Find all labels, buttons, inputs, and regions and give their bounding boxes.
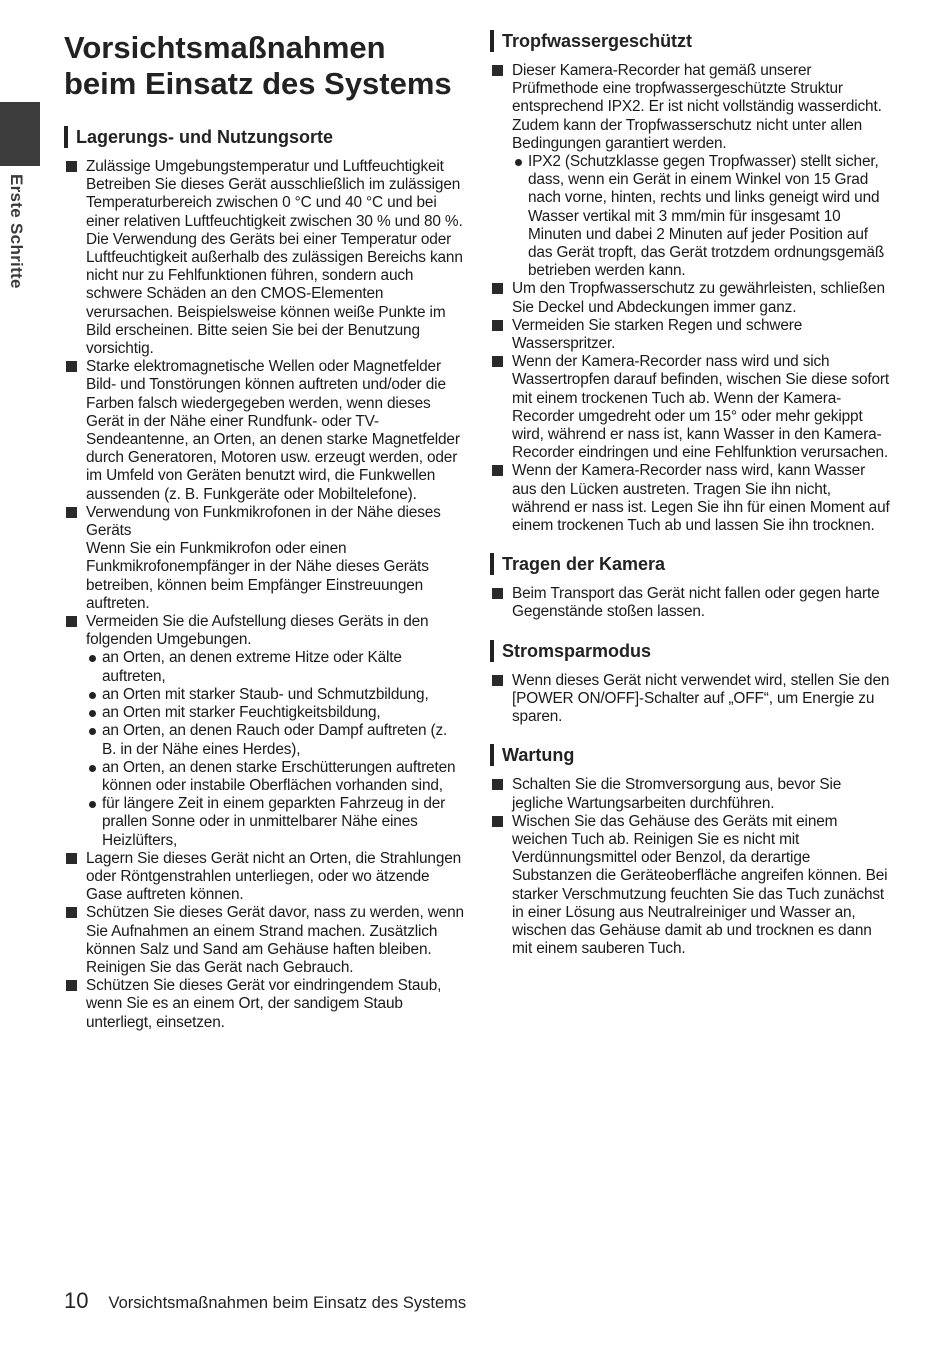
item-list <box>64 158 464 1032</box>
chapter-tab-marker <box>0 102 40 166</box>
section <box>490 744 890 958</box>
section-heading: Stromsparmodus <box>490 640 890 662</box>
item-heading: Verwendung von Funkmikrofonen in der Nähe dieses Geräts <box>86 503 441 540</box>
left-column <box>64 30 464 1032</box>
bullet-item: an Orten, an denen starke Erschütterungen auftreten können oder instabile Oberflächen vorhanden sind, <box>86 759 464 795</box>
page-number: 10 <box>64 1288 89 1313</box>
item-heading: Vermeiden Sie starken Regen und schwere Wasserspritzer. <box>512 316 803 353</box>
list-item <box>490 776 890 812</box>
list-item <box>64 904 464 977</box>
list-item <box>490 280 890 316</box>
list-item <box>64 613 464 850</box>
item-body: Betreiben Sie dieses Gerät ausschließlich im zulässigen Temperaturbereich zwischen 0 °C und 40 °C und bei einer relativen Luftfeuchtigkeit zwischen 30 % und 80 %. Die Verwendung des Geräts bei einer Temperatur oder Luftfeuchtigkeit außerhalb des zulässigen Bereichs kann nicht nur zu Fehlfunktionen führen, sondern auch schwere Schäden an den CMOS-Elementen verursachen. Beispielsweise können weiße Punkte im Bild erscheinen. Bitte seien Sie bei der Benutzung vorsichtig. <box>86 176 463 358</box>
item-heading: Wenn der Kamera-Recorder nass wird und sich Wassertropfen darauf befinden, wischen Sie diese sofort mit einem trockenen Tuch ab. Wenn der Kamera-Recorder umgedreht oder um 15° oder mehr gekippt wird, während er nass ist, kann Wasser in den Kamera-Recorder eindringen und eine Fehlfunktion verursachen. <box>512 353 890 462</box>
item-list <box>490 776 890 958</box>
item-heading: Schützen Sie dieses Gerät davor, nass zu werden, wenn Sie Aufnahmen an einem Strand machen. Zusätzlich können Salz und Sand am Gehäuse haften bleiben. Reinigen Sie das Gerät nach Gebrauch. <box>86 904 464 976</box>
bullet-item: für längere Zeit in einem geparkten Fahrzeug in der prallen Sonne oder in unmittelbarer Nähe eines Heizlüfters, <box>86 795 464 850</box>
section <box>64 126 464 1032</box>
left-sections <box>64 126 464 1032</box>
list-item <box>490 813 890 959</box>
page-footer <box>64 1288 466 1314</box>
right-sections <box>490 30 890 958</box>
bullet-item: an Orten mit starker Feuchtigkeitsbildung, <box>86 704 464 722</box>
item-heading: Wenn dieses Gerät nicht verwendet wird, stellen Sie den [POWER ON/OFF]-Schalter auf „OFF“, um Energie zu sparen. <box>512 671 890 726</box>
list-item <box>64 358 464 504</box>
bullet-list <box>86 649 464 849</box>
footer-title: Vorsichtsmaßnahmen beim Einsatz des Systems <box>108 1294 467 1312</box>
item-heading: Dieser Kamera-Recorder hat gemäß unserer Prüfmethode eine tropfwassergeschützte Struktur entsprechend IPX2. Er ist nicht vollständig wasserdicht. Zudem kann der Tropfwasserschutz nicht unter allen Bedingungen garantiert werden. <box>512 62 882 152</box>
item-list <box>490 585 890 621</box>
item-heading: Wischen Sie das Gehäuse des Geräts mit einem weichen Tuch ab. Reinigen Sie es nicht mit Verdünnungsmittel oder Benzol, da derartige Substanzen die Geräteoberfläche angreifen können. Bei starker Verschmutzung feuchten Sie das Tuch zunächst in einer Lösung aus Neutralreiniger und Wasser an, wischen das Gehäuse damit ab und trocknen es dann mit einem sauberen Tuch. <box>512 812 888 958</box>
item-heading: Beim Transport das Gerät nicht fallen oder gegen harte Gegenstände stoßen lassen. <box>512 585 880 621</box>
right-column <box>490 30 890 958</box>
item-heading: Schalten Sie die Stromversorgung aus, bevor Sie jegliche Wartungsarbeiten durchführen. <box>512 776 842 812</box>
bullet-item: an Orten, an denen extreme Hitze oder Kälte auftreten, <box>86 649 464 685</box>
bullet-item: an Orten, an denen Rauch oder Dampf auftreten (z. B. in der Nähe eines Herdes), <box>86 722 464 758</box>
list-item <box>490 317 890 353</box>
list-item <box>490 672 890 727</box>
list-item <box>490 585 890 621</box>
section-heading: Lagerungs- und Nutzungsorte <box>64 126 464 148</box>
item-heading: Wenn der Kamera-Recorder nass wird, kann Wasser aus den Lücken austreten. Tragen Sie ihn nicht, während er nass ist. Legen Sie ihn für einen Moment auf einem trockenen Tuch ab und lassen Sie ihn trocknen. <box>512 462 890 535</box>
list-item <box>64 158 464 358</box>
item-heading: Um den Tropfwasserschutz zu gewährleisten, schließen Sie Deckel und Abdeckungen immer ganz. <box>512 280 885 316</box>
bullet-item: an Orten mit starker Staub- und Schmutzbildung, <box>86 686 464 704</box>
item-body: Bild- und Tonstörungen können auftreten und/oder die Farben falsch wiedergegeben werden, wenn dieses Gerät in der Nähe einer Rundfunk- oder TV-Sendeantenne, an Orten, an denen starke Magnetfelder durch Generatoren, Motoren usw. erzeugt werden, oder im Umfeld von Geräten benutzt wird, die Funkwellen aussenden (z. B. Funkgeräte oder Mobiltelefone). <box>86 376 460 503</box>
list-item <box>490 462 890 535</box>
list-item <box>64 850 464 905</box>
item-heading: Vermeiden Sie die Aufstellung dieses Geräts in den folgenden Umgebungen. <box>86 613 429 649</box>
item-body: Wenn Sie ein Funkmikrofon oder einen Funkmikrofonempfänger in der Nähe dieses Geräts betreiben, können beim Empfänger Einstreuungen auftreten. <box>86 540 429 612</box>
chapter-tab-label: Erste Schritte <box>7 174 26 289</box>
list-item <box>490 62 890 280</box>
item-heading: Zulässige Umgebungstemperatur und Luftfeuchtigkeit <box>86 158 444 175</box>
list-item <box>490 353 890 462</box>
item-list <box>490 672 890 727</box>
section <box>490 30 890 535</box>
list-item <box>64 504 464 613</box>
item-heading: Lagern Sie dieses Gerät nicht an Orten, die Strahlungen oder Röntgenstrahlen unterliegen, oder wo ätzende Gase auftreten können. <box>86 849 462 904</box>
bullet-item: IPX2 (Schutzklasse gegen Tropfwasser) stellt sicher, dass, wenn ein Gerät in einem Winkel von 15 Grad nach vorne, hinten, rechts und links geneigt wird und Wasser vertikal mit 3 mm/min für insgesamt 10 Minuten und dabei 2 Minuten auf jeder Position auf das Gerät tropft, das Gerät trotzdem ordnungsgemäß betrieben werden kann. <box>512 153 890 280</box>
section-heading: Tropfwassergeschützt <box>490 30 890 52</box>
item-heading: Starke elektromagnetische Wellen oder Magnetfelder <box>86 358 441 376</box>
bullet-list <box>512 153 890 280</box>
page-title: Vorsichtsmaßnahmen beim Einsatz des Systems <box>64 30 452 101</box>
item-heading: Schützen Sie dieses Gerät vor eindringendem Staub, wenn Sie es an einem Ort, der sandigem Staub unterliegt, einsetzen. <box>86 977 442 1031</box>
list-item <box>64 977 464 1032</box>
section <box>490 640 890 727</box>
section-heading: Tragen der Kamera <box>490 553 890 575</box>
item-list <box>490 62 890 535</box>
section <box>490 553 890 621</box>
section-heading: Wartung <box>490 744 890 766</box>
